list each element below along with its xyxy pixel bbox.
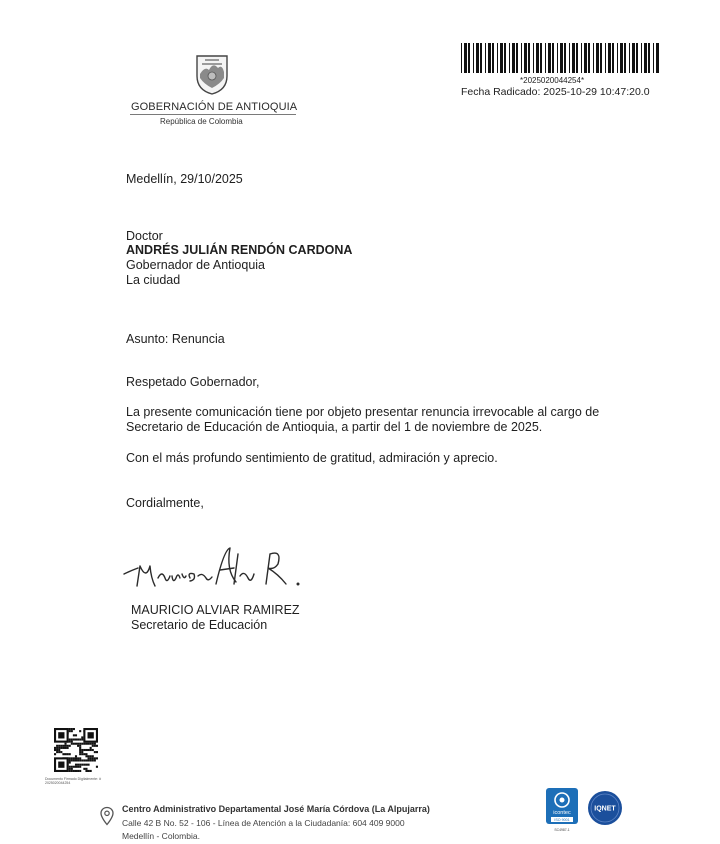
icontec-label: icontec xyxy=(553,810,571,816)
icontec-certification-logo xyxy=(545,787,579,833)
qr-caption: Documento Firmado Digitalmente: # 2025020044254 xyxy=(45,777,102,785)
subject-line: Asunto: Renuncia xyxy=(126,332,225,346)
org-underline xyxy=(130,114,296,115)
radicado-date: Fecha Radicado: 2025-10-29 10:47:20.0 xyxy=(461,86,650,98)
org-name: GOBERNACIÓN DE ANTIOQUIA xyxy=(131,101,298,113)
body-paragraph-line-2: Secretario de Educación de Antioquia, a partir del 1 de noviembre de 2025. xyxy=(126,420,543,434)
handwritten-signature xyxy=(120,544,320,596)
body-paragraph-line-1: La presente comunicación tiene por objeto presentar renuncia irrevocable al cargo de xyxy=(126,405,600,419)
signer-name: MAURICIO ALVIAR RAMIREZ xyxy=(131,603,300,617)
greeting: Respetado Gobernador, xyxy=(126,375,260,389)
recipient-role: Gobernador de Antioquia xyxy=(126,258,265,272)
recipient-name: ANDRÉS JULIÁN RENDÓN CARDONA xyxy=(126,243,353,257)
footer-office-name: Centro Administrativo Departamental José María Córdova (La Alpujarra) xyxy=(122,804,430,814)
location-pin-icon xyxy=(99,806,115,826)
footer-city: Medellín - Colombia. xyxy=(122,831,200,841)
iqnet-label: IQNET xyxy=(594,805,616,813)
barcode xyxy=(461,43,661,77)
org-subtitle: República de Colombia xyxy=(160,117,243,126)
footer-address: Calle 42 B No. 52 - 106 - Línea de Atención a la Ciudadanía: 604 409 9000 xyxy=(122,818,405,828)
icontec-iso-label: ISO 9001 xyxy=(554,818,570,822)
signer-role: Secretario de Educación xyxy=(131,618,268,632)
place-date: Medellín, 29/10/2025 xyxy=(126,172,243,186)
gratitude-line: Con el más profundo sentimiento de gratitud, admiración y aprecio. xyxy=(126,451,498,465)
coat-of-arms-logo xyxy=(193,52,231,96)
salutation-title: Doctor xyxy=(126,229,163,243)
qr-code-icon xyxy=(54,728,98,772)
closing: Cordialmente, xyxy=(126,496,204,510)
icontec-code: SC4987-1 xyxy=(554,828,570,832)
recipient-city: La ciudad xyxy=(126,273,181,287)
iqnet-certification-logo xyxy=(587,790,623,826)
radicado-number: *2025020044254* xyxy=(520,76,585,85)
